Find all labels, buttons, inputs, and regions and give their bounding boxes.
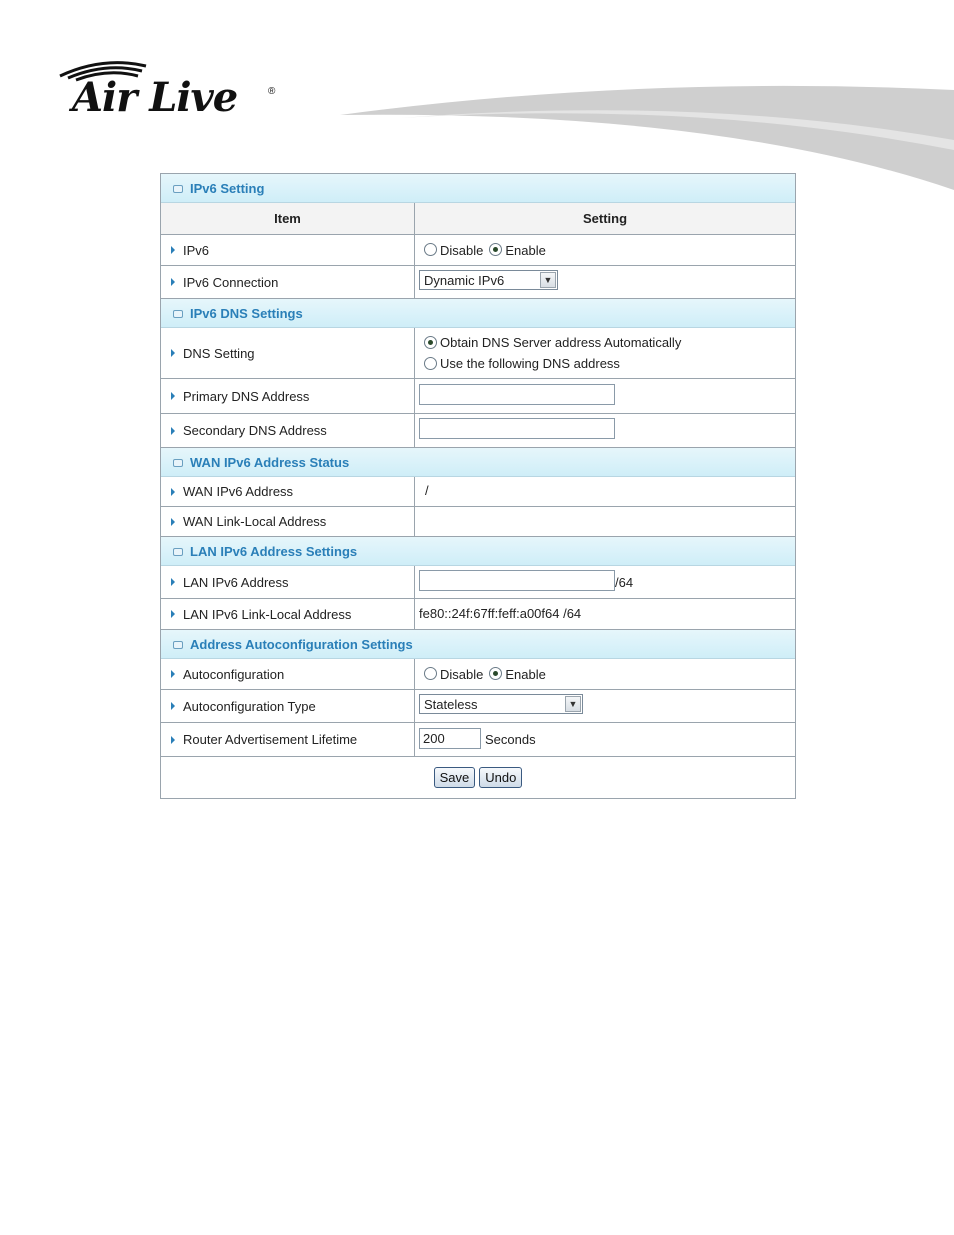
section-title: LAN IPv6 Address Settings bbox=[190, 544, 358, 559]
section-bullet-icon bbox=[173, 641, 183, 649]
autoconf-enable-radio[interactable] bbox=[489, 667, 502, 680]
row-label: WAN IPv6 Address bbox=[183, 484, 294, 499]
row-arrow-icon bbox=[171, 670, 175, 678]
autoconf-disable-radio[interactable] bbox=[424, 667, 437, 680]
ipv6-connection-select[interactable] bbox=[419, 270, 558, 290]
row-wan-address bbox=[161, 477, 795, 507]
select-value: Dynamic IPv6 bbox=[424, 272, 505, 288]
primary-dns-input[interactable] bbox=[419, 384, 615, 405]
section-dns bbox=[161, 299, 795, 328]
dns-auto-radio[interactable] bbox=[424, 336, 437, 349]
section-bullet-icon bbox=[173, 459, 183, 467]
row-actions bbox=[161, 757, 795, 798]
row-label: IPv6 Connection bbox=[183, 274, 279, 290]
wan-address-value: / bbox=[425, 483, 429, 498]
dns-auto-label: Obtain DNS Server address Automatically bbox=[440, 334, 682, 350]
autoconf-type-select[interactable] bbox=[419, 694, 583, 714]
logo-wordmark: Air Live bbox=[72, 74, 238, 121]
row-arrow-icon bbox=[171, 488, 175, 496]
row-arrow-icon bbox=[171, 518, 175, 526]
row-arrow-icon bbox=[171, 392, 175, 400]
column-header-setting: Setting bbox=[582, 211, 628, 226]
row-ra-lifetime bbox=[161, 723, 795, 757]
row-label: Secondary DNS Address bbox=[183, 423, 327, 438]
lan-prefix-suffix: /64 bbox=[615, 574, 634, 590]
row-ipv6-connection bbox=[161, 266, 795, 299]
row-label: Router Advertisement Lifetime bbox=[183, 732, 358, 747]
row-label: WAN Link-Local Address bbox=[183, 514, 327, 529]
secondary-dns-input[interactable] bbox=[419, 418, 615, 439]
ipv6-enable-label: Enable bbox=[505, 242, 546, 258]
autoconf-disable-label: Disable bbox=[440, 666, 484, 682]
wan-link-local-value bbox=[415, 507, 795, 536]
row-primary-dns bbox=[161, 379, 795, 414]
row-label: Primary DNS Address bbox=[183, 388, 310, 404]
select-value: Stateless bbox=[424, 696, 478, 712]
section-bullet-icon bbox=[173, 548, 183, 556]
row-arrow-icon bbox=[171, 427, 175, 435]
section-wan-status bbox=[161, 448, 795, 477]
ipv6-disable-radio[interactable] bbox=[424, 243, 437, 256]
ipv6-enable-radio[interactable] bbox=[489, 243, 502, 256]
section-title: Address Autoconfiguration Settings bbox=[190, 637, 413, 652]
row-lan-link-local bbox=[161, 599, 795, 630]
column-header-row bbox=[161, 203, 795, 235]
save-button[interactable]: Save bbox=[434, 767, 476, 788]
row-arrow-icon bbox=[171, 702, 175, 710]
registered-mark: ® bbox=[268, 86, 276, 97]
section-bullet-icon bbox=[173, 185, 183, 193]
row-arrow-icon bbox=[171, 246, 175, 254]
section-title: WAN IPv6 Address Status bbox=[190, 455, 350, 470]
row-label: Autoconfiguration bbox=[183, 666, 285, 682]
airlive-logo bbox=[58, 58, 288, 128]
row-dns-setting bbox=[161, 328, 795, 379]
row-arrow-icon bbox=[171, 578, 175, 586]
row-secondary-dns bbox=[161, 414, 795, 448]
row-label: Autoconfiguration Type bbox=[183, 698, 316, 714]
row-label: LAN IPv6 Address bbox=[183, 574, 289, 590]
ra-lifetime-unit: Seconds bbox=[485, 732, 536, 747]
undo-button[interactable]: Undo bbox=[479, 767, 522, 788]
section-bullet-icon bbox=[173, 310, 183, 318]
chevron-down-icon[interactable]: ▼ bbox=[540, 272, 556, 288]
row-arrow-icon bbox=[171, 349, 175, 357]
section-ipv6-setting bbox=[161, 174, 795, 203]
ra-lifetime-input[interactable]: 200 bbox=[419, 728, 481, 749]
row-ipv6 bbox=[161, 235, 795, 266]
dns-manual-label: Use the following DNS address bbox=[440, 356, 620, 371]
column-header-item: Item bbox=[161, 203, 415, 234]
row-label: LAN IPv6 Link-Local Address bbox=[183, 606, 352, 622]
lan-address-input[interactable] bbox=[419, 570, 615, 591]
section-title: IPv6 DNS Settings bbox=[190, 306, 303, 321]
section-title: IPv6 Setting bbox=[190, 181, 265, 196]
row-arrow-icon bbox=[171, 736, 175, 744]
row-arrow-icon bbox=[171, 610, 175, 618]
row-autoconf-type bbox=[161, 690, 795, 723]
row-label: DNS Setting bbox=[183, 345, 255, 361]
row-lan-address bbox=[161, 566, 795, 599]
row-wan-link-local bbox=[161, 507, 795, 537]
ipv6-settings-panel bbox=[160, 173, 796, 799]
lan-link-local-value: fe80::24f:67ff:feff:a00f64 /64 bbox=[419, 606, 582, 621]
row-label: IPv6 bbox=[183, 242, 210, 258]
autoconf-enable-label: Enable bbox=[505, 666, 546, 682]
dns-manual-radio[interactable] bbox=[424, 357, 437, 370]
chevron-down-icon[interactable]: ▼ bbox=[565, 696, 581, 712]
ipv6-disable-label: Disable bbox=[440, 242, 484, 258]
section-autoconf bbox=[161, 630, 795, 659]
row-autoconfiguration bbox=[161, 659, 795, 690]
row-arrow-icon bbox=[171, 278, 175, 286]
section-lan bbox=[161, 537, 795, 566]
